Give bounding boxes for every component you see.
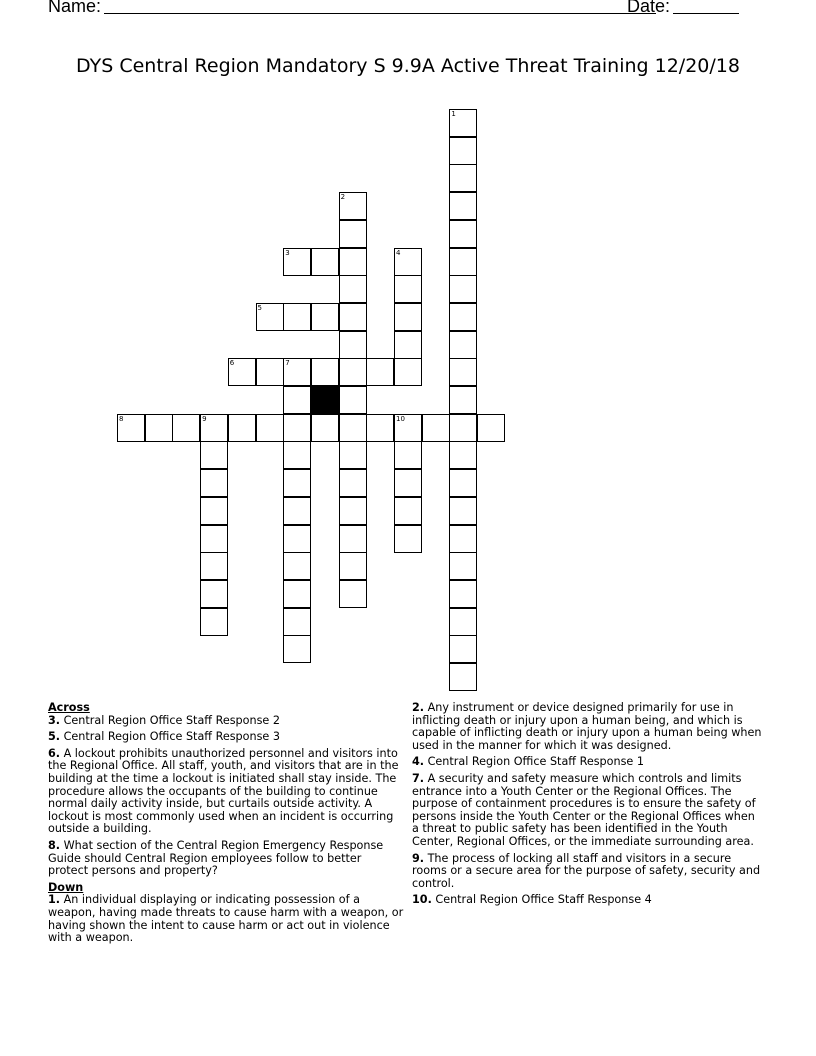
- grid-cell[interactable]: [339, 580, 367, 608]
- grid-cell[interactable]: [449, 635, 477, 663]
- grid-cell[interactable]: [311, 248, 339, 276]
- clue-number: 5.: [48, 730, 61, 744]
- grid-cell[interactable]: [200, 525, 228, 553]
- clues-right-column: [412, 702, 764, 911]
- grid-cell[interactable]: [283, 635, 311, 663]
- grid-cell[interactable]: [339, 525, 367, 553]
- grid-cell[interactable]: [449, 358, 477, 386]
- clue-number: 1.: [48, 893, 61, 907]
- grid-cell[interactable]: [449, 552, 477, 580]
- grid-cell[interactable]: [449, 497, 477, 525]
- clue-text: Central Region Office Staff Response 4: [431, 893, 652, 907]
- header-row: [48, 0, 748, 22]
- grid-cell[interactable]: [339, 331, 367, 359]
- grid-cell[interactable]: [339, 192, 367, 220]
- grid-cell[interactable]: [339, 358, 367, 386]
- grid-cell[interactable]: [339, 552, 367, 580]
- grid-cell[interactable]: [339, 248, 367, 276]
- grid-cell[interactable]: [283, 469, 311, 497]
- clues-left-column: [48, 702, 404, 949]
- grid-cell[interactable]: [283, 358, 311, 386]
- clue-3: [48, 715, 404, 728]
- clue-number: 3.: [48, 713, 61, 727]
- grid-cell[interactable]: [200, 414, 228, 442]
- clue-9: [412, 853, 764, 891]
- grid-cell[interactable]: [256, 414, 284, 442]
- clue-4: [412, 756, 764, 769]
- cell-number: 5: [257, 303, 262, 312]
- date-label: Date:: [627, 0, 671, 16]
- cell-number: 10: [396, 414, 405, 423]
- grid-black-cell: [311, 386, 339, 414]
- grid-cell[interactable]: [394, 441, 422, 469]
- clue-text: A security and safety measure which controls and limits entrance into a Youth Center or the Regional Offices. The purpose of containment procedures is to ensure the safety of persons inside the Youth Center or the Regional Offices when a threat to public safety has been identified in the Youth Center, Regional Offices, or the immediate surrounding area.: [412, 771, 756, 848]
- clue-number: 7.: [412, 771, 425, 785]
- grid-cell[interactable]: [117, 414, 145, 442]
- grid-cell[interactable]: [394, 497, 422, 525]
- across-heading: Across: [48, 701, 90, 714]
- clue-text: Central Region Office Staff Response 3: [60, 730, 280, 744]
- grid-cell[interactable]: [283, 497, 311, 525]
- grid-cell[interactable]: [449, 303, 477, 331]
- grid-cell[interactable]: [339, 303, 367, 331]
- grid-cell[interactable]: [449, 441, 477, 469]
- clue-number: 8.: [48, 838, 61, 852]
- clue-10: [412, 894, 764, 907]
- grid-cell[interactable]: [339, 414, 367, 442]
- page-title: DYS Central Region Mandatory S 9.9A Active Threat Training 12/20/18: [76, 55, 740, 77]
- grid-cell[interactable]: [422, 414, 450, 442]
- grid-cell[interactable]: [283, 608, 311, 636]
- grid-cell[interactable]: [145, 414, 173, 442]
- grid-cell[interactable]: [366, 414, 394, 442]
- clue-text: Any instrument or device designed primarily for use in inflicting death or injury upon a human being, and which is capable of inflicting death or injury upon a human being when used in the manner for which it was designed.: [412, 701, 762, 752]
- grid-cell[interactable]: [449, 220, 477, 248]
- grid-cell[interactable]: [449, 192, 477, 220]
- clue-text: Central Region Office Staff Response 2: [60, 713, 280, 727]
- grid-cell[interactable]: [449, 164, 477, 192]
- cell-number: 1: [451, 110, 456, 118]
- grid-cell[interactable]: [200, 580, 228, 608]
- grid-cell[interactable]: [339, 469, 367, 497]
- cell-number: 4: [396, 248, 401, 257]
- cell-number: 7: [285, 359, 290, 368]
- grid-cell[interactable]: [283, 303, 311, 331]
- down-clue-list-left: [48, 894, 404, 944]
- grid-cell[interactable]: [339, 441, 367, 469]
- clue-6: [48, 748, 404, 836]
- grid-cell[interactable]: [200, 469, 228, 497]
- cell-number: 6: [229, 359, 235, 368]
- grid-cell[interactable]: [394, 469, 422, 497]
- grid-cell[interactable]: [283, 248, 311, 276]
- grid-cell[interactable]: [449, 663, 477, 691]
- grid-cell[interactable]: [449, 608, 477, 636]
- name-label: Name:: [48, 0, 102, 16]
- grid-cell[interactable]: [311, 358, 339, 386]
- grid-cell[interactable]: [449, 525, 477, 553]
- grid-cell[interactable]: [449, 137, 477, 165]
- cell-number: 3: [285, 248, 290, 257]
- grid-cell[interactable]: [339, 497, 367, 525]
- grid-cell[interactable]: [339, 275, 367, 303]
- clue-7: [412, 773, 764, 849]
- grid-cell[interactable]: [394, 525, 422, 553]
- cell-number: 2: [340, 193, 346, 202]
- grid-cell[interactable]: [283, 441, 311, 469]
- grid-cell[interactable]: [449, 248, 477, 276]
- grid-cell[interactable]: [311, 303, 339, 331]
- clue-number: 10.: [412, 893, 432, 907]
- grid-cell[interactable]: [477, 414, 505, 442]
- grid-cell[interactable]: [449, 469, 477, 497]
- clue-text: The process of locking all staff and visitors in a secure rooms or a secure area for the purpose of safety, security and control.: [412, 851, 761, 890]
- grid-cell[interactable]: [394, 414, 422, 442]
- grid-cell[interactable]: [449, 275, 477, 303]
- grid-cell[interactable]: [283, 552, 311, 580]
- grid-cell[interactable]: [449, 414, 477, 442]
- clue-number: 9.: [412, 851, 425, 865]
- grid-cell[interactable]: [256, 303, 284, 331]
- date-blank-line[interactable]: [673, 13, 739, 14]
- grid-cell[interactable]: [200, 552, 228, 580]
- clue-text: What section of the Central Region Emergency Response Guide should Central Region employees follow to better protect persons and property?: [48, 838, 384, 878]
- grid-cell[interactable]: [283, 580, 311, 608]
- name-blank-line[interactable]: [104, 13, 656, 14]
- grid-cell[interactable]: [200, 497, 228, 525]
- grid-cell[interactable]: [200, 608, 228, 636]
- clue-text: A lockout prohibits unauthorized personnel and visitors into the Regional Office. All staff, youth, and visitors that are in the building at the time a lockout is initiated shall stay inside. The procedure allows the occupants of the building to continue normal daily activity inside, but curtails outside activity. A lockout is most commonly used when an incident is occurring outside a building.: [48, 746, 399, 836]
- clue-text: An individual displaying or indicating possession of a weapon, having made threats to cause harm with a weapon, or having shown the intent to cause harm or act out in violence with a weapon.: [48, 893, 404, 945]
- grid-cell[interactable]: [366, 358, 394, 386]
- grid-cell[interactable]: [339, 386, 367, 414]
- grid-cell[interactable]: [394, 248, 422, 276]
- grid-cell[interactable]: [172, 414, 200, 442]
- grid-cell[interactable]: [449, 580, 477, 608]
- grid-cell[interactable]: [283, 525, 311, 553]
- grid-cell[interactable]: [283, 386, 311, 414]
- grid-cell[interactable]: [228, 414, 256, 442]
- grid-cell[interactable]: [228, 358, 256, 386]
- grid-cell[interactable]: [394, 303, 422, 331]
- grid-cell[interactable]: [449, 331, 477, 359]
- grid-cell[interactable]: [394, 275, 422, 303]
- grid-cell[interactable]: [449, 109, 477, 137]
- grid-cell[interactable]: [394, 358, 422, 386]
- clue-5: [48, 731, 404, 744]
- grid-cell[interactable]: [200, 441, 228, 469]
- grid-cell[interactable]: [256, 358, 284, 386]
- clue-1: [48, 894, 404, 944]
- across-clue-list: [48, 715, 404, 878]
- grid-cell[interactable]: [449, 386, 477, 414]
- grid-cell[interactable]: [311, 414, 339, 442]
- clue-text: Central Region Office Staff Response 1: [424, 755, 644, 769]
- grid-cell[interactable]: [394, 331, 422, 359]
- clue-number: 2.: [412, 701, 425, 714]
- down-clue-list-right: [412, 702, 764, 907]
- cell-number: 8: [119, 414, 124, 423]
- grid-cell[interactable]: [339, 220, 367, 248]
- clue-2: [412, 702, 764, 752]
- clue-number: 4.: [412, 755, 425, 769]
- clue-number: 6.: [48, 746, 61, 760]
- cell-number: 9: [202, 414, 207, 423]
- clue-8: [48, 840, 404, 878]
- down-heading: Down: [48, 880, 84, 894]
- grid-cell[interactable]: [283, 414, 311, 442]
